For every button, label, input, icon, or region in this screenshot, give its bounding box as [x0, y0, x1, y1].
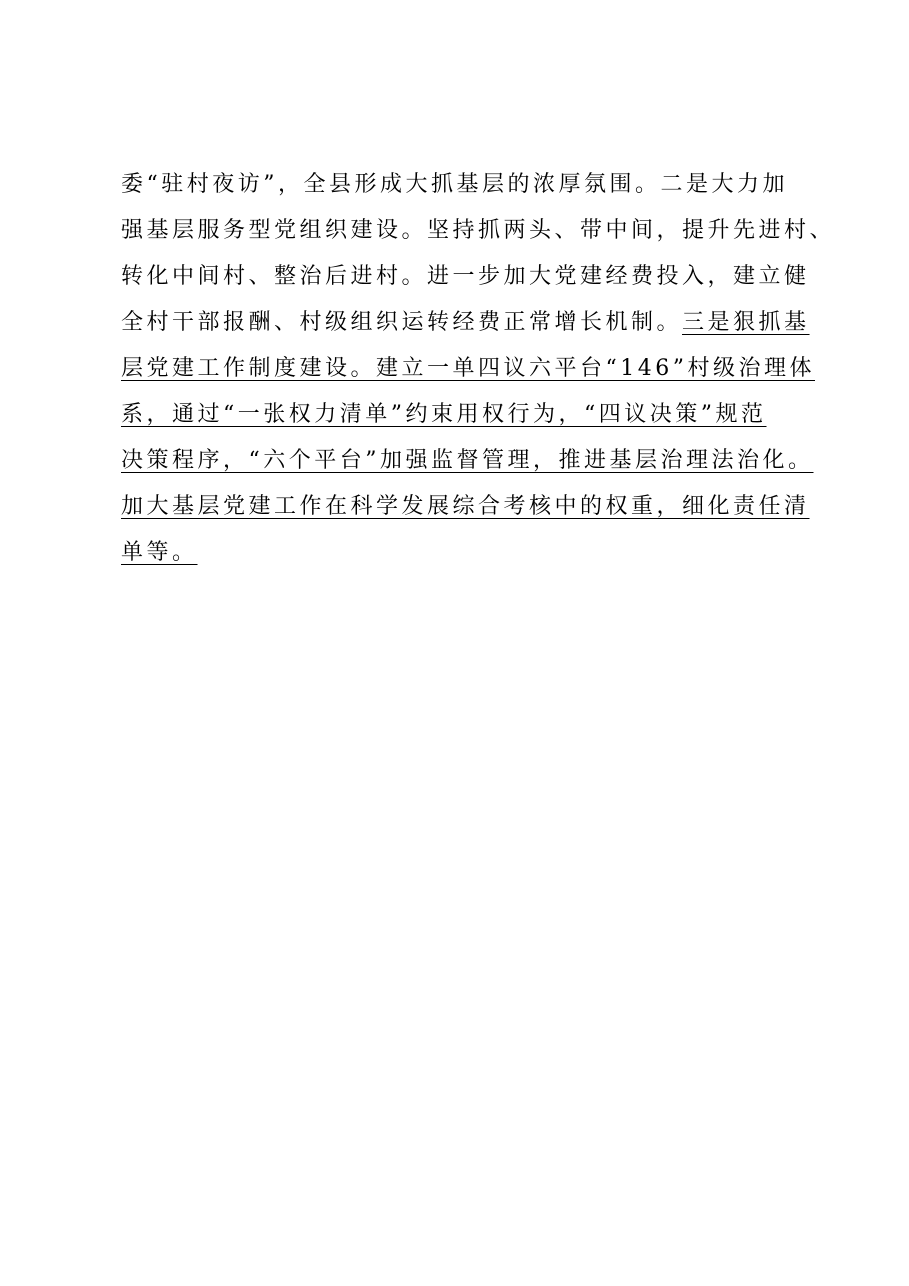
underlined-text: 加大基层党建工作在科学发展综合考核中的权重，细化责任清: [121, 494, 810, 519]
text-line-5: [121, 346, 841, 392]
underlined-text: 三是狠抓基: [682, 310, 810, 335]
text-line-4: 全村干部报酬、村级组织运转经费正常增长机制。三是狠抓基: [121, 310, 810, 335]
body-paragraph: [121, 162, 841, 576]
underlined-text: 系，通过“一张权力清单”约束用权行为，“四议决策”规范: [121, 402, 767, 427]
underlined-text: 单等。: [121, 540, 198, 565]
text-line-9: [121, 530, 841, 576]
underlined-text: 决策程序，“六个平台”加强监督管理，推进基层治理法治化。: [121, 448, 814, 473]
text-line-3: 转化中间村、整治后进村。进一步加大党建经费投入，建立健: [121, 264, 810, 289]
text-line-7: [121, 438, 841, 484]
text-line-6: [121, 392, 841, 438]
text-line-1: 委“驻村夜访”，全县形成大抓基层的浓厚氛围。二是大力加: [121, 172, 788, 197]
underlined-text: 层党建工作制度建设。建立一单四议六平台“146”村级治理体: [121, 356, 815, 381]
text-line-8: [121, 484, 841, 530]
text-line-2: 强基层服务型党组织建设。坚持抓两头、带中间，提升先进村、: [121, 218, 836, 243]
